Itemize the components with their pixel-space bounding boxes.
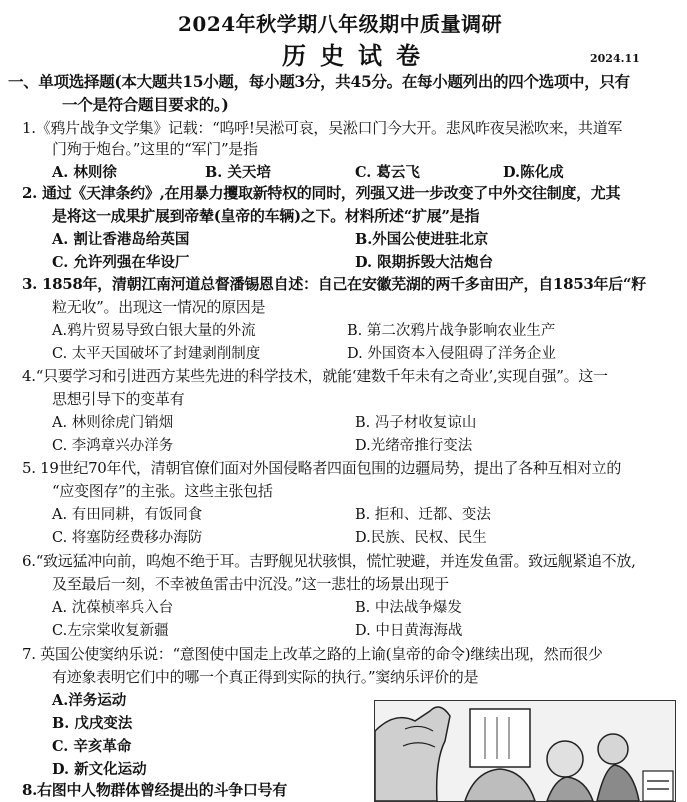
question-1: 1.《鸦片战争文学集》记载：“呜呼!吴淞可哀，吴淞口门今大开。悲风昨夜吴淞吹来，共道军 (22, 119, 623, 137)
q3-option-a: A.鸦片贸易导致白银大量的外流 (52, 323, 256, 339)
q4-option-c: C. 李鸿章兴办洋务 (52, 438, 174, 454)
question-5-cont: “应变图存”的主张。这些主张包括 (52, 482, 273, 500)
q1-option-a: A. 林则徐 (52, 164, 117, 181)
q1-option-d: D.陈化成 (503, 164, 564, 181)
q2-option-b: B.外国公使进驻北京 (355, 231, 489, 248)
q2-option-c: C. 允许列强在华设厂 (52, 254, 190, 271)
q4-option-b: B. 冯子材收复谅山 (355, 415, 477, 431)
question-8: 8.右图中人物群体曾经提出的斗争口号有 (22, 781, 287, 799)
q7-option-c: C. 辛亥革命 (52, 738, 132, 755)
section-heading: 一、单项选择题(本大题共15小题，每小题3分，共45分。在每小题列出的四个选项中，只有 (8, 72, 630, 91)
question-6-cont: 及至最后一刻，不幸被鱼雷击中沉没。”这一悲壮的场景出现于 (52, 575, 449, 593)
question-7-cont: 有迹象表明它们中的哪一个真正得到实际的执行。”窦纳乐评价的是 (52, 668, 479, 686)
cartoon-drawing (375, 701, 675, 801)
q7-option-a: A.洋务运动 (52, 692, 127, 709)
q7-option-b: B. 戊戌变法 (52, 715, 133, 732)
q1-option-b: B. 关天培 (205, 164, 271, 181)
q1-option-c: C. 葛云飞 (355, 164, 420, 181)
question-2-cont: 是将这一成果扩展到帝辇(皇帝的车辆)之下。材料所述“扩展”是指 (52, 207, 480, 225)
question-4-cont: 思想引导下的变革有 (52, 390, 185, 408)
exam-date: 2024.11 (590, 52, 640, 65)
q6-option-c: C.左宗棠收复新疆 (52, 623, 169, 639)
q4-option-a: A. 林则徐虎门销烟 (52, 415, 174, 431)
question-3-cont: 粒无收”。出现这一情况的原因是 (52, 298, 266, 316)
section-heading-cont: 一个是符合题目要求的。) (62, 95, 229, 114)
q5-option-d: D.民族、民权、民生 (355, 530, 487, 546)
q5-option-b: B. 拒和、迁都、变法 (355, 507, 491, 523)
question-7: 7. 英国公使窦纳乐说：“意图使中国走上改革之路的上谕(皇帝的命令)继续出现，然而很少 (22, 645, 603, 663)
q6-option-d: D. 中日黄海海战 (355, 623, 463, 639)
q6-option-a: A. 沈葆桢率兵入台 (52, 600, 174, 616)
q7-option-d: D. 新文化运动 (52, 761, 147, 778)
q6-option-b: B. 中法战争爆发 (355, 600, 462, 616)
q3-option-d: D. 外国资本入侵阻碍了洋务企业 (347, 346, 556, 362)
exam-title: 2024年秋学期八年级期中质量调研 (178, 12, 503, 36)
q3-option-c: C. 太平天国破坏了封建剥削制度 (52, 346, 261, 362)
q3-option-b: B. 第二次鸦片战争影响农业生产 (347, 323, 556, 339)
subject-title: 历史试卷 (282, 41, 434, 70)
question-1-cont: 门殉于炮台。”这里的“军门”是指 (52, 140, 258, 158)
cartoon-illustration (374, 700, 676, 802)
q2-option-a: A. 割让香港岛给英国 (52, 231, 190, 248)
question-6: 6.“致远猛冲向前，呜炮不绝于耳。吉野舰见状骇惧，慌忙驶避，并连发鱼雷。致远舰紧追不放, (22, 552, 636, 570)
question-5: 5. 19世纪70年代，清朝官僚们面对外国侵略者四面包围的边疆局势，提出了各种互相对立的 (22, 459, 622, 477)
question-4: 4.“只要学习和引进西方某些先进的科学技术，就能‘建数千年未有之奇业’,实现自强”。这一 (22, 367, 608, 385)
question-3: 3. 1858年，清朝江南河道总督潘锡恩自述：自己在安徽芜湖的两千多亩田产，自1853年后“籽 (22, 275, 646, 293)
q4-option-d: D.光绪帝推行变法 (355, 438, 473, 454)
q5-option-a: A. 有田同耕，有饭同食 (52, 507, 203, 523)
question-2: 2. 通过《天津条约》,在用暴力攫取新特权的同时，列强又进一步改变了中外交往制度，尤其 (22, 184, 621, 202)
q5-option-c: C. 将塞防经费移办海防 (52, 530, 203, 546)
q2-option-d: D. 限期拆毁大沽炮台 (355, 254, 494, 271)
